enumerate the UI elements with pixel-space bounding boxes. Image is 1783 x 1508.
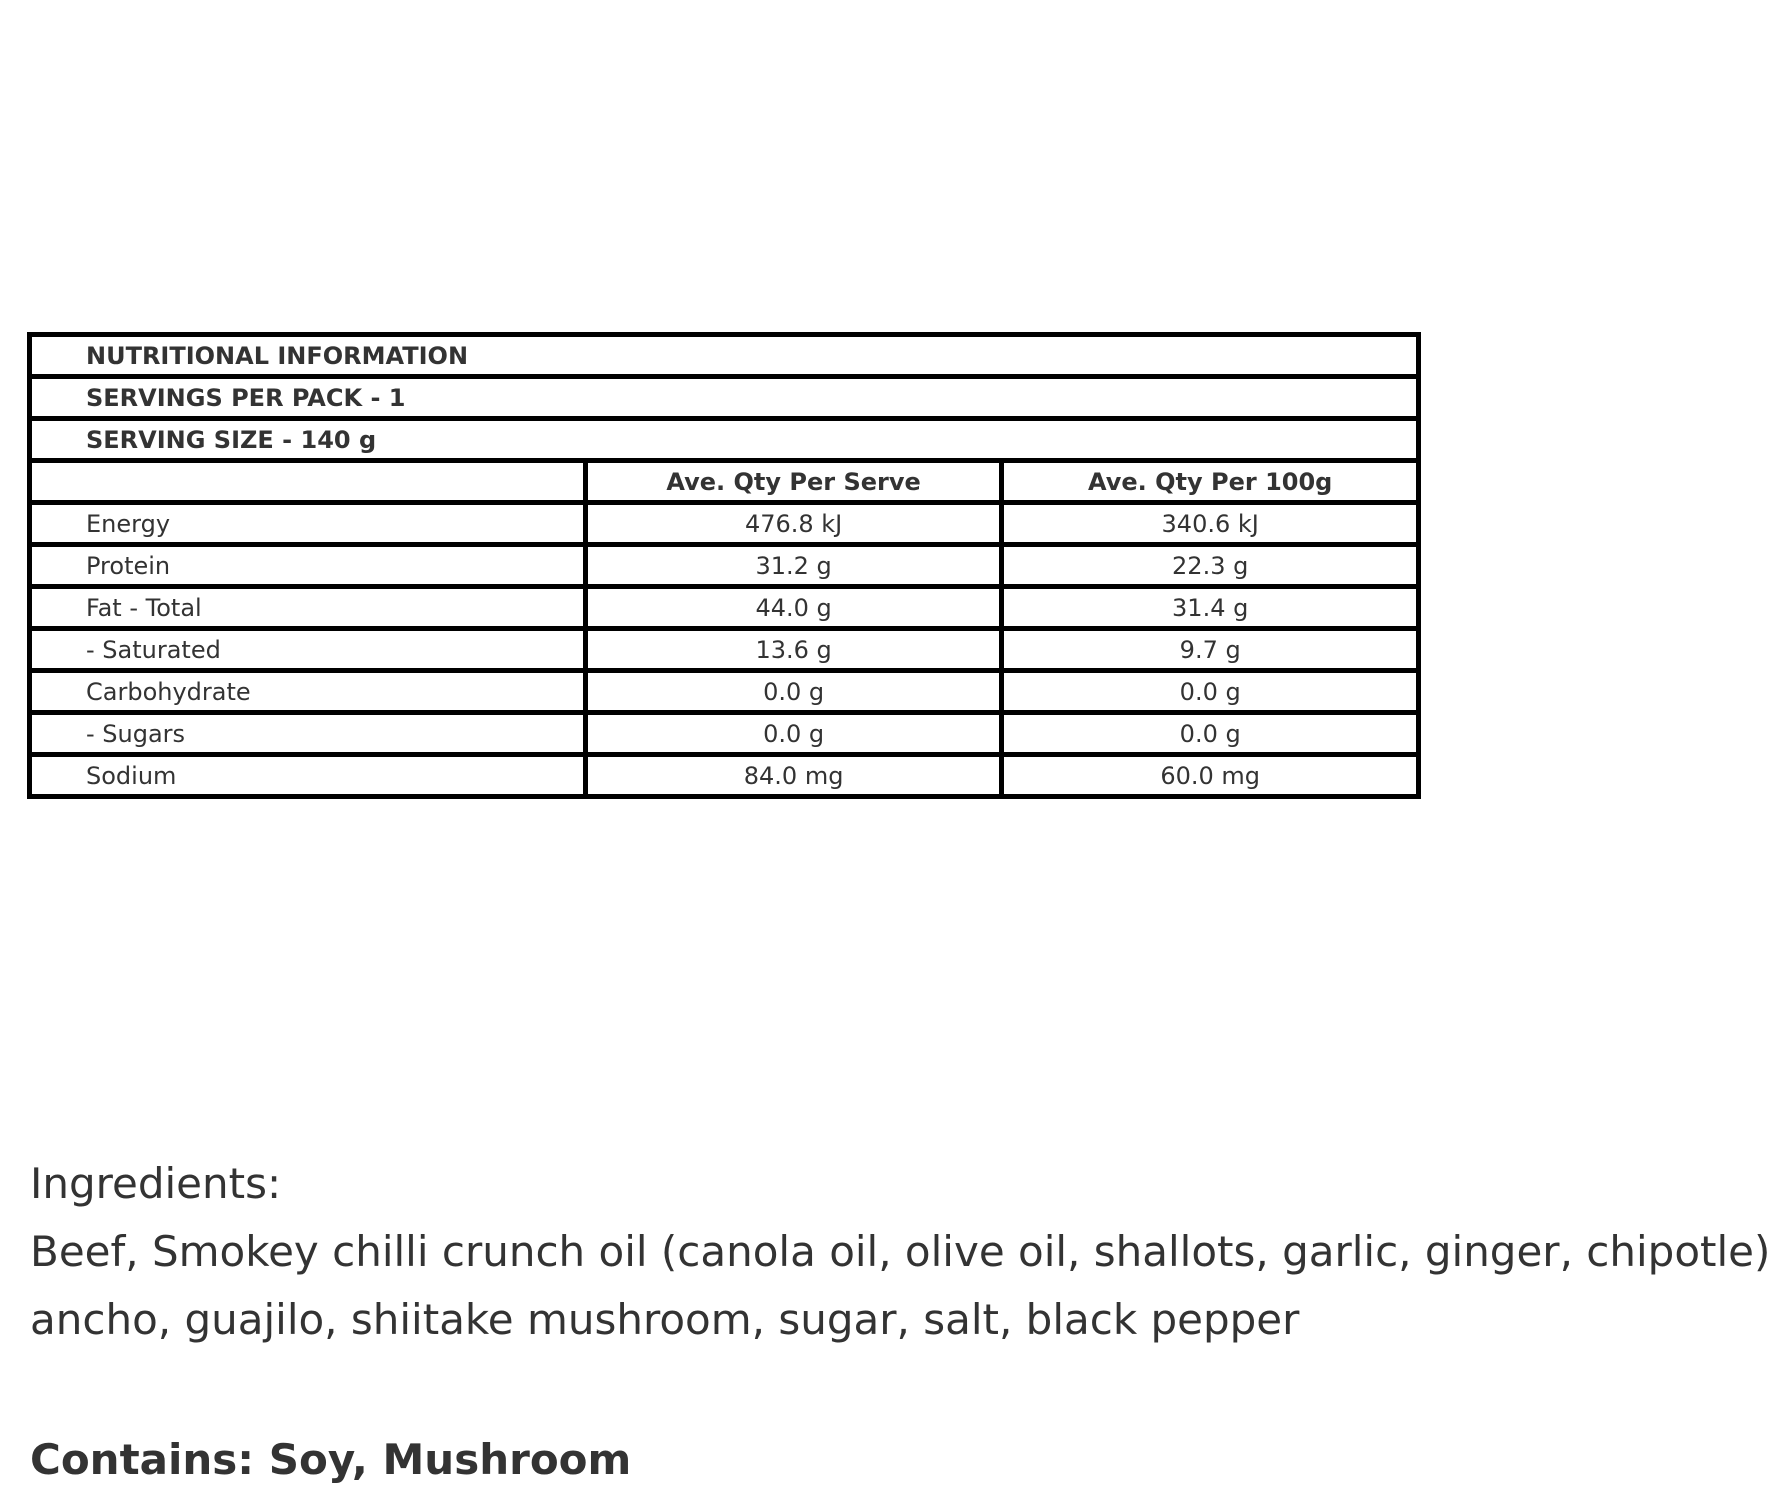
allergen-statement: Contains: Soy, Mushroom xyxy=(30,1435,632,1484)
per-serve-value: 44.0 g xyxy=(585,587,1002,629)
info-row xyxy=(30,377,1419,419)
nutrient-label: Sodium xyxy=(30,755,586,797)
table-row xyxy=(30,587,1419,629)
serving-size: SERVING SIZE - 140 g xyxy=(30,419,1419,461)
ingredients-section xyxy=(30,1150,1770,1354)
servings-per-pack: SERVINGS PER PACK - 1 xyxy=(30,377,1419,419)
per-100g-value: 0.0 g xyxy=(1002,671,1419,713)
ingredients-line: Beef, Smokey chilli crunch oil (canola oil, olive oil, shallots, garlic, ginger, chipotle) xyxy=(30,1227,1771,1276)
nutrient-label: - Saturated xyxy=(30,629,586,671)
nutrition-title: NUTRITIONAL INFORMATION xyxy=(30,335,1419,377)
table-row xyxy=(30,713,1419,755)
ingredients-line: ancho, guajilo, shiitake mushroom, sugar, salt, black pepper xyxy=(30,1295,1300,1344)
nutrient-label: Carbohydrate xyxy=(30,671,586,713)
nutrient-label: Energy xyxy=(30,503,586,545)
table-row xyxy=(30,671,1419,713)
column-header-per-100g: Ave. Qty Per 100g xyxy=(1002,461,1419,503)
per-serve-value: 13.6 g xyxy=(585,629,1002,671)
per-100g-value: 60.0 mg xyxy=(1002,755,1419,797)
per-serve-value: 0.0 g xyxy=(585,713,1002,755)
nutrient-label: Fat - Total xyxy=(30,587,586,629)
info-row xyxy=(30,335,1419,377)
column-header-blank xyxy=(30,461,586,503)
table-row xyxy=(30,629,1419,671)
per-serve-value: 31.2 g xyxy=(585,545,1002,587)
table-row xyxy=(30,503,1419,545)
nutrition-table xyxy=(27,332,1421,799)
per-100g-value: 22.3 g xyxy=(1002,545,1419,587)
nutrient-label: - Sugars xyxy=(30,713,586,755)
per-serve-value: 84.0 mg xyxy=(585,755,1002,797)
table-row xyxy=(30,755,1419,797)
per-100g-value: 31.4 g xyxy=(1002,587,1419,629)
per-serve-value: 0.0 g xyxy=(585,671,1002,713)
info-row xyxy=(30,419,1419,461)
column-header-per-serve: Ave. Qty Per Serve xyxy=(585,461,1002,503)
table-row xyxy=(30,545,1419,587)
nutrient-label: Protein xyxy=(30,545,586,587)
per-100g-value: 0.0 g xyxy=(1002,713,1419,755)
per-100g-value: 9.7 g xyxy=(1002,629,1419,671)
column-header-row xyxy=(30,461,1419,503)
ingredients-heading: Ingredients: xyxy=(30,1159,282,1208)
per-serve-value: 476.8 kJ xyxy=(585,503,1002,545)
per-100g-value: 340.6 kJ xyxy=(1002,503,1419,545)
